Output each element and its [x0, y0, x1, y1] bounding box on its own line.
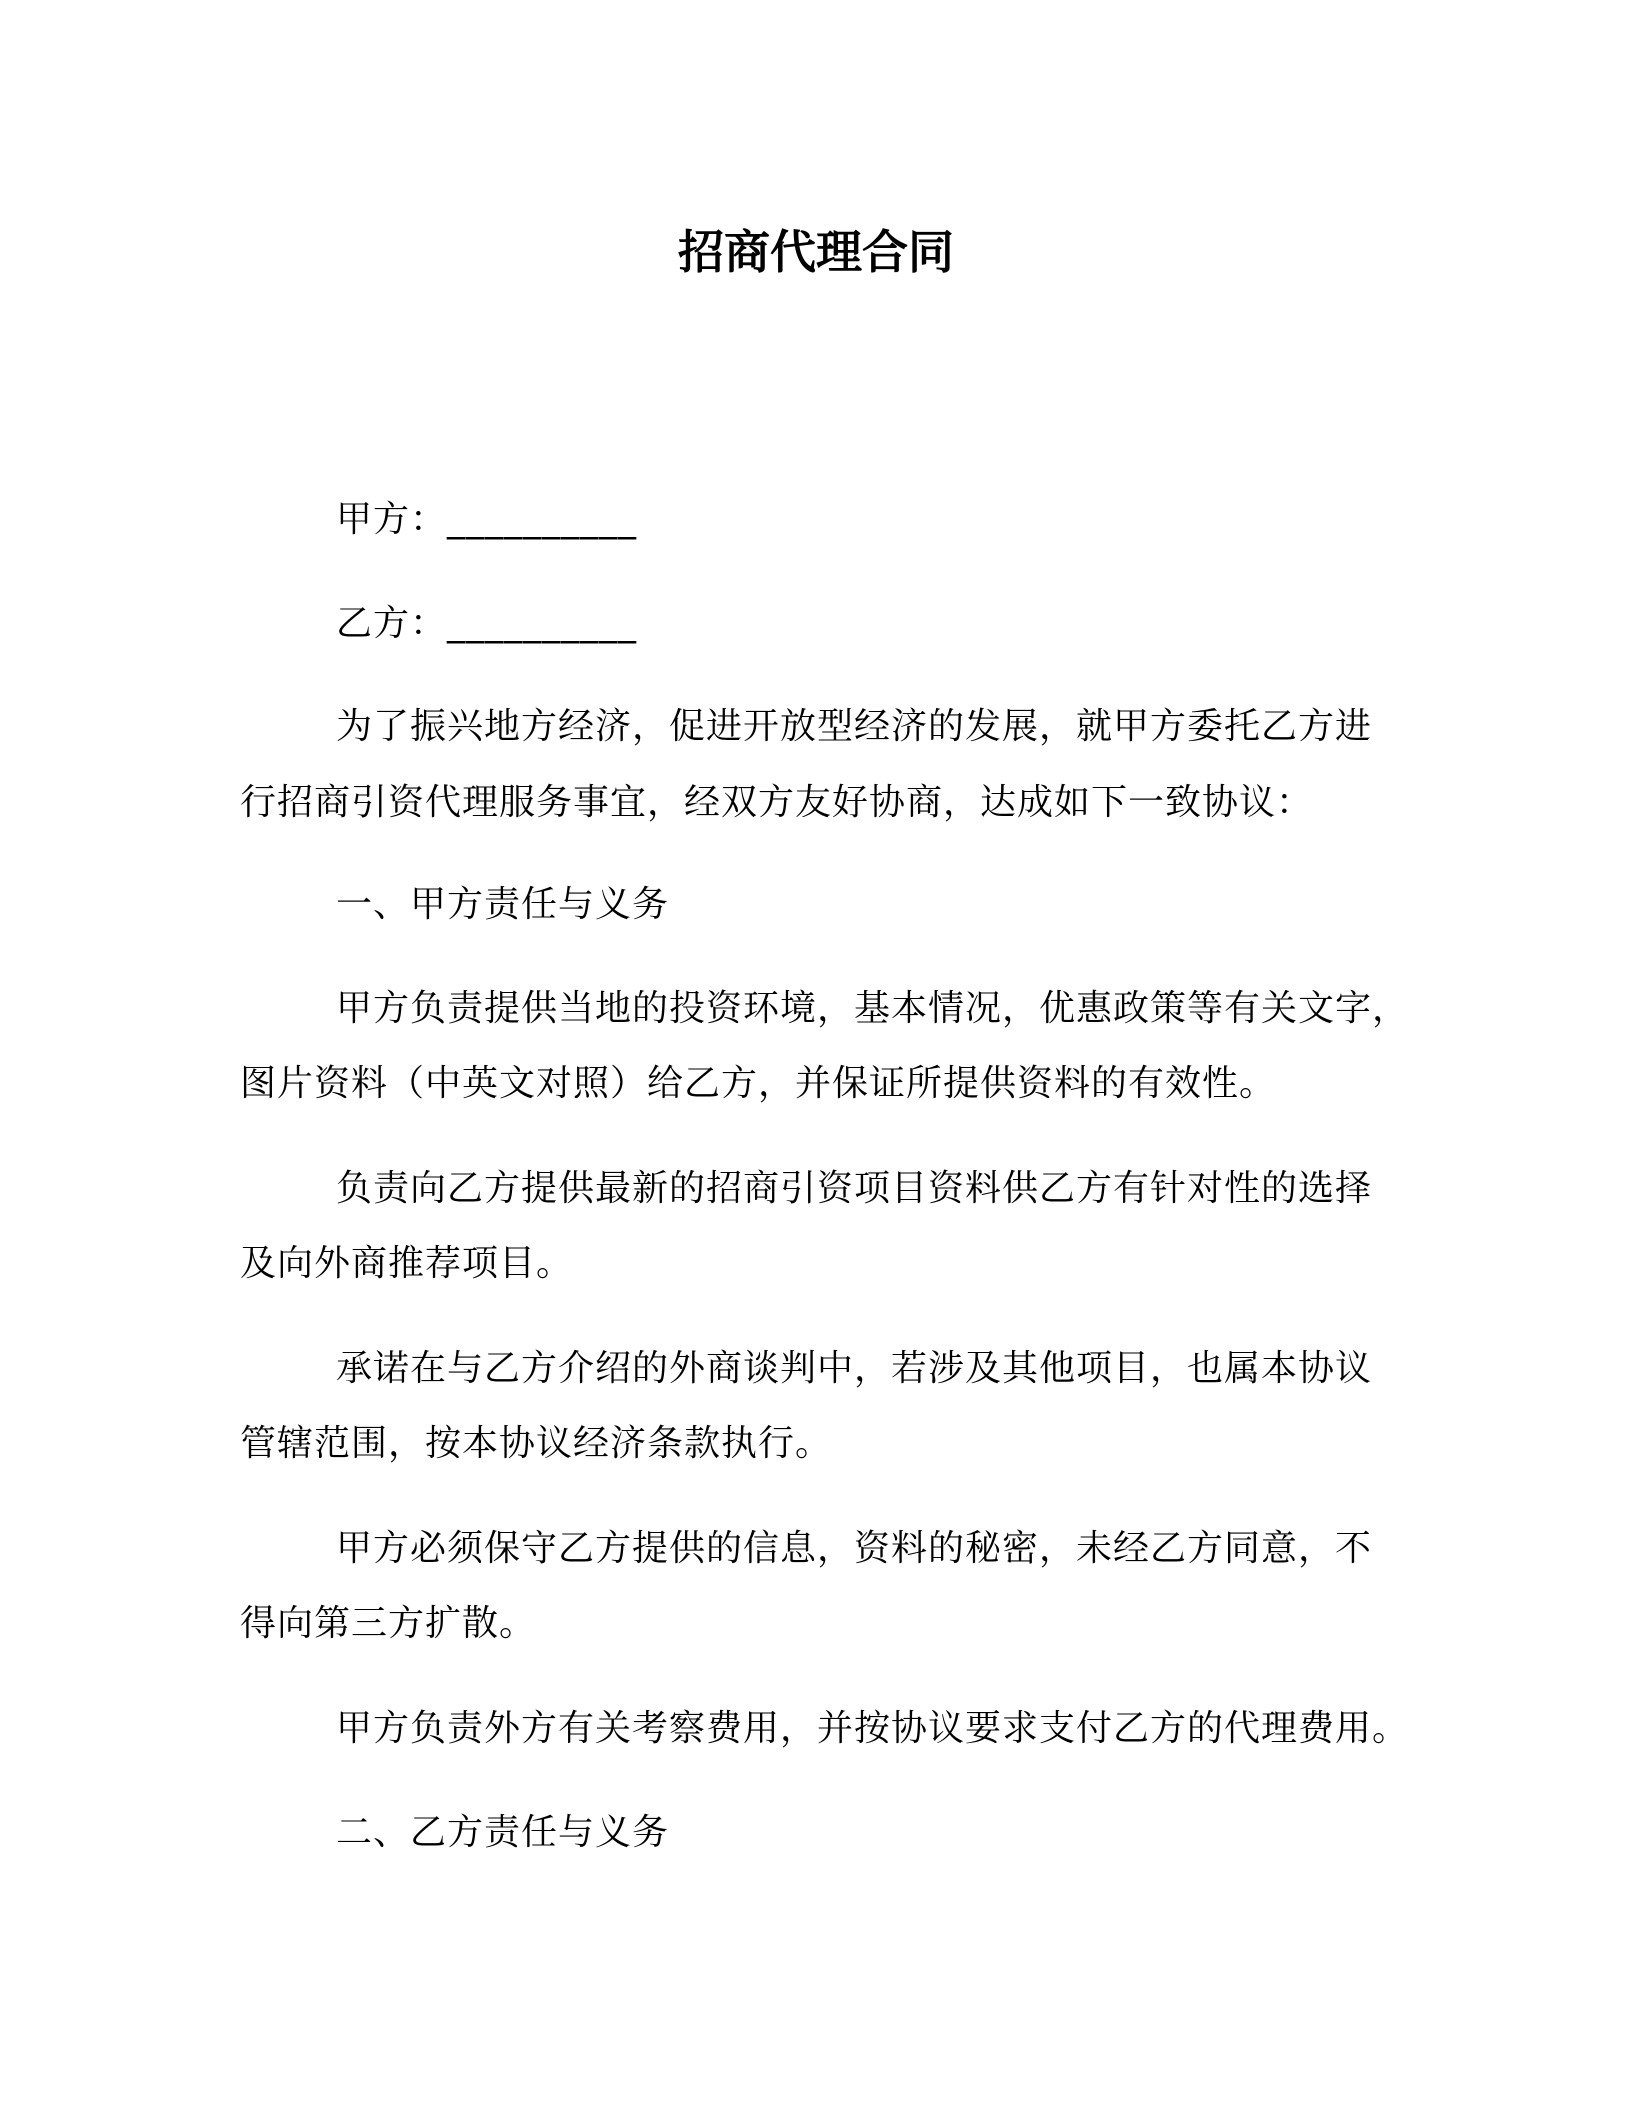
- paragraph-line: 得向第三方扩散。: [240, 1603, 537, 1644]
- paragraph-line: 及向外商推荐项目。: [240, 1243, 574, 1284]
- party-b-field: 乙方：__________: [336, 603, 638, 644]
- paragraph-line: 甲方负责外方有关考察费用，并按协议要求支付乙方的代理费用。: [336, 1708, 1410, 1749]
- section-heading: 一、甲方责任与义务: [336, 884, 670, 925]
- paragraph-line: 管辖范围，按本协议经济条款执行。: [240, 1423, 833, 1464]
- paragraph-line: 负责向乙方提供最新的招商引资项目资料供乙方有针对性的选择: [336, 1168, 1373, 1209]
- paragraph-line: 行招商引资代理服务事宜，经双方友好协商，达成如下一致协议：: [240, 782, 1314, 823]
- section-heading: 二、乙方责任与义务: [336, 1812, 670, 1853]
- document-title: 招商代理合同: [678, 225, 954, 279]
- paragraph-line: 图片资料（中英文对照）给乙方，并保证所提供资料的有效性。: [240, 1063, 1277, 1104]
- paragraph-line: 为了振兴地方经济，促进开放型经济的发展，就甲方委托乙方进: [336, 706, 1373, 747]
- paragraph-line: 甲方负责提供当地的投资环境，基本情况，优惠政策等有关文字，: [336, 988, 1410, 1029]
- paragraph-line: 甲方必须保守乙方提供的信息，资料的秘密，未经乙方同意，不: [336, 1528, 1373, 1569]
- party-a-field: 甲方：__________: [336, 499, 638, 540]
- paragraph-line: 承诺在与乙方介绍的外商谈判中，若涉及其他项目，也属本协议: [336, 1348, 1373, 1389]
